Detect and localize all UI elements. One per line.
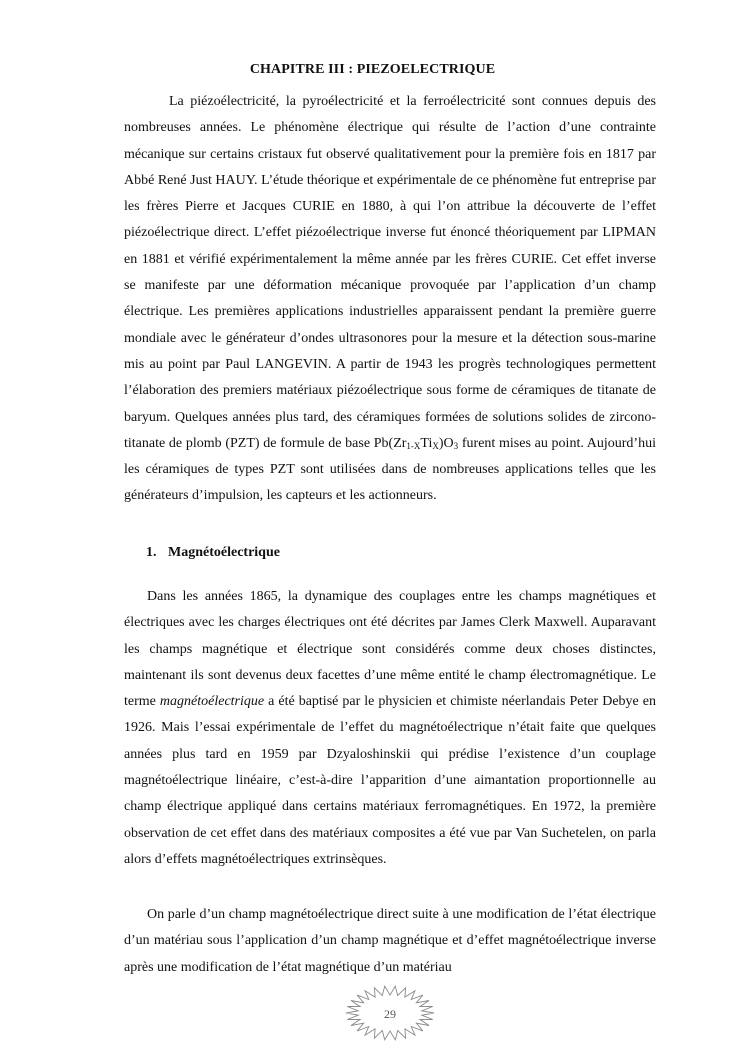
formula-sub-2: X xyxy=(432,440,439,451)
formula-sub-3: 3 xyxy=(453,440,459,451)
formula-sub-1: 1-X xyxy=(406,440,421,451)
formula-o: )O xyxy=(438,435,454,451)
intro-text-part-2: furent mises au point. Aujourd’hui les céramiques de types PZT sont utilisées dans de nombreuses applications telles que les générateurs d’impulsion, les capteurs et les actionneurs. xyxy=(124,435,656,504)
italic-term: magnétoélectrique xyxy=(159,694,265,710)
paragraph-2-part-1: Dans les années 1865, la dynamique des couplages entre les champs magnétiques et électriques avec les charges électriques ont été décrites par James Clerk Maxwell. Auparavant les champs magnétique et électrique sont considérés comme deux choses distinctes, maintenant ils sont devenus deux facettes d’une même entité le champ électromagnétique. Le terme xyxy=(124,589,656,710)
paragraph-2-part-2: a été baptisé par le physicien et chimiste néerlandais Peter Debye en 1926. Mais l’essai expérimentale de l’effet du magnétoélectrique n’était faite que quelques années plus tard en 1959 par Dzyaloshinskii qui prédise l’existence d’un couplage magnétoélectrique linéaire, c’est-à-dire l’apparition d’une aimantation proportionnelle au champ électrique appliqué dans certains matériaux ferromagnétiques. En 1972, la première observation de cet effet dans des matériaux composites a été vue par Van Suchetelen, on parla alors d’effets magnétoélectriques extrinsèques. xyxy=(124,694,657,867)
formula-ti: Ti xyxy=(420,435,433,451)
page-number: 29 xyxy=(384,1007,396,1021)
section-title: Magnétoélectrique xyxy=(168,545,280,560)
chapter-title: CHAPITRE III : PIEZOELECTRIQUE xyxy=(249,62,496,77)
page-footer xyxy=(345,985,435,1041)
section-number: 1. xyxy=(146,545,157,560)
pzt-formula xyxy=(374,436,458,451)
section-heading xyxy=(146,545,280,561)
paragraph-champ-direct: On parle d’un champ magnétoélectrique direct suite à une modification de l’état électrique d’un matériau sous l’application d’un champ magnétique et d’effet magnétoélectrique inverse après une modification de l’état magnétique d’un matériau xyxy=(124,907,656,975)
formula-pb: Pb(Zr xyxy=(373,435,407,451)
paragraph-magnetoelectrique xyxy=(124,584,656,873)
intro-text-part-1: La piézoélectricité, la pyroélectricité et la ferroélectricité sont connues depuis des nombreuses années. Le phénomène électrique qui résulte de l’action d’une contrainte mécanique sur certains cristaux fut observé qualitativement pour la première fois en 1817 par Abbé René Just HAUY. L’étude théorique et expérimentale de ce phénomène fut entreprise par les frères Pierre et Jacques CURIE en 1880, à qui l’on attribue la découverte de l’effet piézoélectrique direct. L’effet piézoélectrique inverse fut énoncé théoriquement par LIPMAN en 1881 et vérifié expérimentalement la même année par les frères CURIE. Cet effet inverse se manifeste par une déformation mécanique provoquée par l’application d’un champ électrique. Les premières applications industrielles apparaissent pendant la première guerre mondiale avec le générateur d’ondes ultrasonores pour la mesure et la détection sous-marine mis au point par Paul LANGEVIN. A partir de 1943 les progrès technologiques permettent l’élaboration des premiers matériaux piézoélectrique sous forme de céramiques de titanate de baryum. Quelques années plus tard, des céramiques formées de solutions solides de zircono-titanate de plomb (PZT) de formule de base xyxy=(124,94,656,451)
intro-paragraph xyxy=(124,89,656,510)
